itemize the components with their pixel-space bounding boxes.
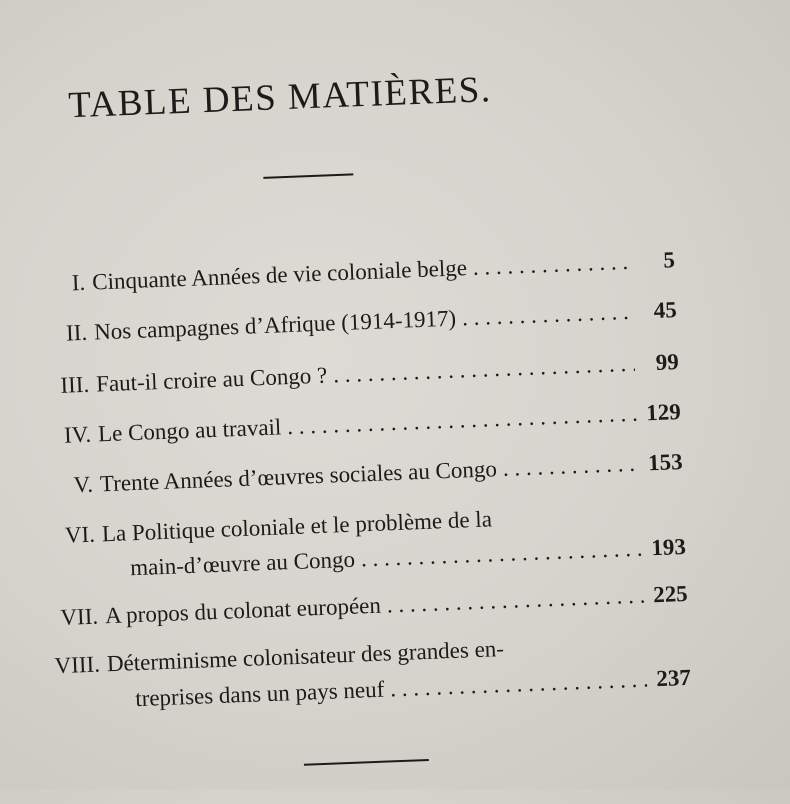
- toc-entry-title: Nos campagnes d’Afrique (1914-1917): [93, 305, 457, 345]
- toc-entry-title-continued: treprises dans un pays neuf: [134, 676, 385, 712]
- toc-entry-5: [43, 449, 684, 500]
- toc-leader-dots: [466, 249, 631, 281]
- toc-entry-1: [35, 247, 676, 298]
- toc-entry-page: 153: [647, 449, 684, 476]
- toc-entry-page: 225: [652, 580, 689, 608]
- toc-entry-number: V.: [73, 471, 94, 498]
- toc-entry-number: VI.: [64, 521, 96, 548]
- toc-entry-title: Trente Années d’œuvres sociales au Congo: [99, 456, 498, 497]
- toc-entry-page: 5: [662, 247, 676, 273]
- toc-entry-page: 99: [655, 349, 680, 375]
- toc-entry-number: IV.: [63, 421, 92, 448]
- page-title: TABLE DES MATIÈRES.: [67, 69, 493, 127]
- toc-entry-page: 237: [655, 664, 692, 692]
- toc-entry-number: I.: [71, 269, 86, 296]
- toc-entry-title: Le Congo au travail: [97, 414, 282, 447]
- toc-leader-dots: [327, 351, 636, 389]
- toc-entry-number: III.: [59, 371, 90, 398]
- toc-entry-title: Faut-il croire au Congo ?: [95, 362, 328, 397]
- toc-entry-page: 129: [645, 399, 682, 426]
- toc-entry-number: II.: [65, 319, 88, 346]
- toc-leader-dots: [384, 667, 648, 703]
- toc-leader-dots: [456, 299, 634, 332]
- toc-leader-dots: [496, 451, 639, 482]
- toc-entry-page: 193: [650, 533, 687, 561]
- toc-entry-3: [39, 349, 680, 400]
- toc-entry-number: VII.: [59, 603, 99, 630]
- toc-entry-number: VIII.: [54, 651, 101, 679]
- toc-entry-title: La Politique coloniale et le problème de la: [101, 506, 493, 547]
- toc-entry-7: [48, 581, 689, 632]
- toc-entry-page: 45: [653, 297, 678, 323]
- toc-entry-2: [37, 297, 678, 348]
- toc-entry-4: [41, 399, 682, 450]
- toc-leader-dots: [354, 536, 642, 573]
- toc-entry-title-continued: main-d’œuvre au Congo: [129, 546, 356, 581]
- toc-leader-dots: [380, 583, 644, 619]
- toc-entry-title: A propos du colonat européen: [104, 592, 382, 629]
- toc-leader-dots: [281, 401, 637, 441]
- toc-entry-title: Déterminisme colonisateur des grandes en-: [106, 636, 505, 677]
- toc-entry-title: Cinquante Années de vie coloniale belge: [91, 255, 468, 295]
